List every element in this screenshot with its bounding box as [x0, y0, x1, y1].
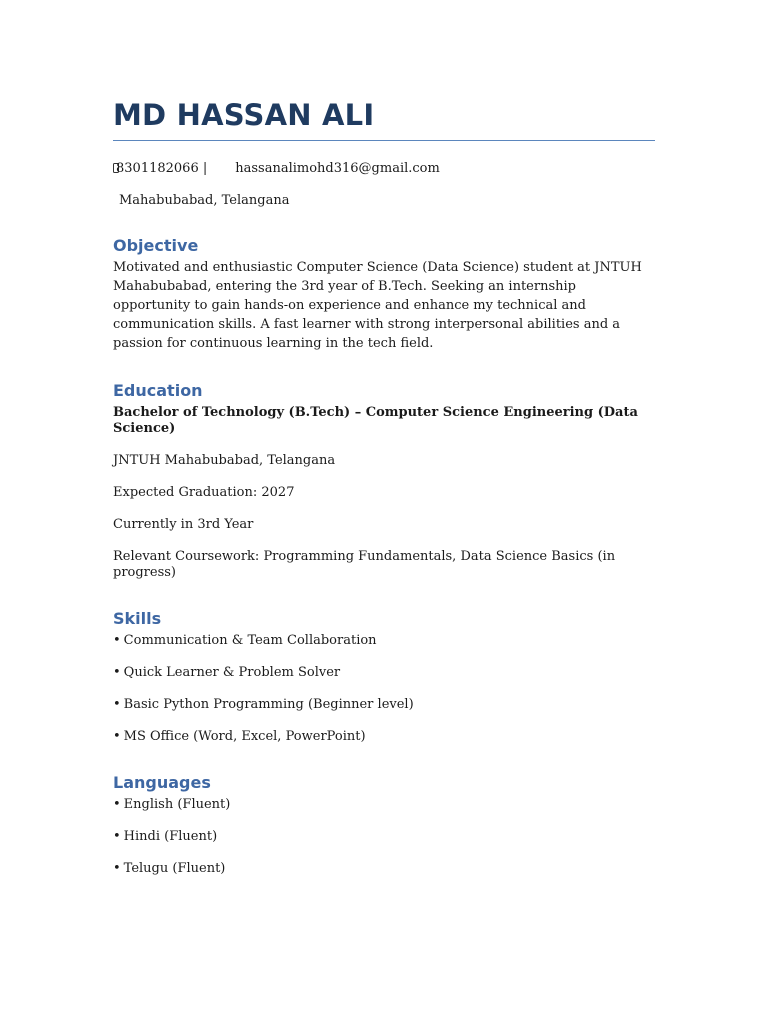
skills-list — [113, 633, 655, 745]
education-graduation: Expected Graduation: 2027 — [113, 485, 295, 500]
language-item — [113, 797, 655, 813]
objective-heading: Objective — [113, 236, 199, 255]
language-item — [113, 829, 655, 845]
contact-line — [113, 161, 655, 177]
languages-heading: Languages — [113, 773, 211, 792]
phone-number: 8301182066 | — [116, 161, 208, 176]
location: Mahabubabad, Telangana — [119, 193, 290, 208]
education-heading: Education — [113, 381, 203, 400]
education-year: Currently in 3rd Year — [113, 517, 254, 532]
candidate-name: MD HASSAN ALI — [113, 98, 375, 132]
bullet: • — [113, 797, 121, 812]
language-text: English (Fluent) — [123, 797, 231, 812]
skill-item — [113, 697, 655, 713]
email-address: hassanalimohd316@gmail.com — [235, 161, 440, 176]
skill-item — [113, 665, 655, 681]
skill-text: Quick Learner & Problem Solver — [123, 665, 341, 680]
language-text: Telugu (Fluent) — [123, 861, 226, 876]
skill-text: Basic Python Programming (Beginner level) — [123, 697, 414, 712]
language-text: Hindi (Fluent) — [123, 829, 218, 844]
skill-item — [113, 729, 655, 745]
skill-text: MS Office (Word, Excel, PowerPoint) — [123, 729, 366, 744]
bullet: • — [113, 697, 121, 712]
skill-text: Communication & Team Collaboration — [123, 633, 377, 648]
header-divider — [113, 140, 655, 141]
education-degree: Bachelor of Technology (B.Tech) – Computer Science Engineering (Data Science) — [113, 405, 638, 436]
objective-text: Motivated and enthusiastic Computer Science (Data Science) student at JNTUH Mahabubabad, entering the 3rd year of B.Tech. Seeking an internship opportunity to gain hands-on experience and enhance my technical and communication skills. A fast learner with strong interpersonal abilities and a passion for continuous learning in the tech field. — [113, 260, 642, 351]
bullet: • — [113, 665, 121, 680]
bullet: • — [113, 633, 121, 648]
bullet: • — [113, 861, 121, 876]
bullet: • — [113, 729, 121, 744]
language-item — [113, 861, 655, 877]
education-coursework: Relevant Coursework: Programming Fundamentals, Data Science Basics (in progress) — [113, 549, 616, 580]
skill-item — [113, 633, 655, 649]
education-institution: JNTUH Mahabubabad, Telangana — [113, 453, 336, 468]
resume-page — [113, 96, 655, 877]
bullet: • — [113, 829, 121, 844]
languages-list — [113, 797, 655, 877]
skills-heading: Skills — [113, 609, 162, 628]
